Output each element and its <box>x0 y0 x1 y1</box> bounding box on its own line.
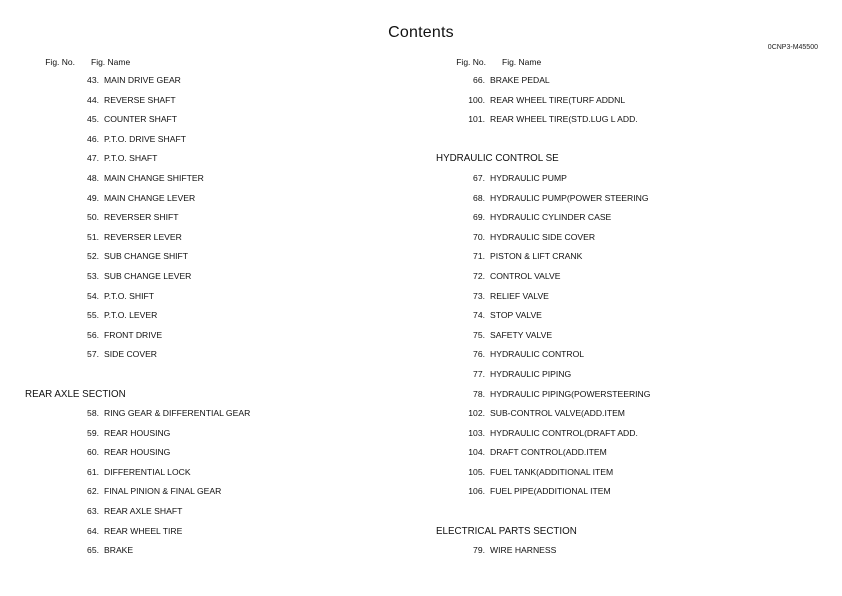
fig-number: 43. <box>87 75 99 85</box>
fig-number: 66. <box>473 75 485 85</box>
fig-number: 61. <box>87 466 99 477</box>
fig-number: 68. <box>473 192 485 203</box>
fig-name: COUNTER SHAFT <box>104 114 178 125</box>
fig-number: 76. <box>473 349 485 360</box>
fig-name: MAIN DRIVE GEAR <box>104 75 181 85</box>
fig-number: 79. <box>473 545 485 556</box>
fig-name: HYDRAULIC PUMP(POWER STEERING <box>490 192 649 203</box>
section-heading: HYDRAULIC CONTROL SE <box>436 153 559 165</box>
fig-number: 50. <box>87 212 99 223</box>
fig-number: 77. <box>473 368 485 379</box>
fig-name: BRAKE PEDAL <box>490 75 550 85</box>
fig-name: HYDRAULIC PIPING(POWERSTEERING <box>490 388 651 399</box>
contents-entry[interactable] <box>0 482 842 502</box>
fig-name: REAR WHEEL TIRE <box>104 525 183 536</box>
fig-name: STOP VALVE <box>490 310 542 321</box>
fig-name: P.T.O. SHAFT <box>104 153 158 164</box>
fig-number: 74. <box>473 310 485 321</box>
contents-entry[interactable] <box>0 385 842 405</box>
fig-number: 63. <box>87 506 99 517</box>
fig-number: 58. <box>87 408 99 419</box>
fig-number: 62. <box>87 486 99 497</box>
fig-number: 52. <box>87 251 99 262</box>
contents-entry[interactable] <box>0 287 842 307</box>
fig-name: RING GEAR & DIFFERENTIAL GEAR <box>104 408 251 419</box>
fig-number: 100. <box>468 94 485 105</box>
fig-number: 70. <box>473 231 485 242</box>
contents-entry[interactable] <box>0 208 842 228</box>
contents-entry[interactable] <box>0 247 842 267</box>
fig-name: REAR WHEEL TIRE(TURF ADDNL <box>490 94 626 105</box>
fig-name-header: Fig. Name <box>502 57 542 67</box>
fig-name: BRAKE <box>104 545 134 556</box>
fig-name: REAR WHEEL TIRE(STD.LUG L ADD. <box>490 114 638 125</box>
fig-number: 59. <box>87 427 99 438</box>
fig-number: 55. <box>87 310 99 321</box>
fig-name: FUEL TANK(ADDITIONAL ITEM <box>490 466 614 477</box>
fig-number: 105. <box>468 466 485 477</box>
fig-name: P.T.O. LEVER <box>104 310 158 321</box>
fig-name: PISTON & LIFT CRANK <box>490 251 583 262</box>
fig-number: 73. <box>473 290 485 301</box>
fig-name: REAR HOUSING <box>104 447 171 458</box>
fig-name: WIRE HARNESS <box>490 545 557 556</box>
fig-name: P.T.O. DRIVE SHAFT <box>104 133 186 144</box>
fig-number: 53. <box>87 270 99 281</box>
fig-number: 67. <box>473 172 485 183</box>
spacer <box>0 130 842 150</box>
contents-entry[interactable] <box>0 326 842 346</box>
fig-name: REVERSER SHIFT <box>104 212 179 223</box>
fig-name: SUB CHANGE LEVER <box>104 270 192 281</box>
fig-name-header: Fig. Name <box>91 57 131 67</box>
fig-number: 54. <box>87 290 99 301</box>
page-title: Contents <box>388 24 454 41</box>
contents-entry[interactable] <box>0 345 842 365</box>
fig-number: 106. <box>468 486 485 497</box>
fig-name: CONTROL VALVE <box>490 270 561 281</box>
fig-number: 75. <box>473 329 485 340</box>
fig-name: REAR AXLE SHAFT <box>104 506 183 517</box>
fig-name: SUB CHANGE SHIFT <box>104 251 189 262</box>
fig-number: 51. <box>87 231 99 242</box>
left-column-header <box>25 57 130 67</box>
fig-name: SAFETY VALVE <box>490 329 553 340</box>
fig-name: MAIN CHANGE SHIFTER <box>104 172 204 183</box>
fig-number: 71. <box>473 251 485 262</box>
right-column-header <box>436 57 541 67</box>
fig-number: 46. <box>87 133 99 144</box>
fig-number: 102. <box>468 408 485 419</box>
contents-entry[interactable] <box>0 189 842 209</box>
fig-no-header: Fig. No. <box>456 57 486 67</box>
section-heading: ELECTRICAL PARTS SECTION <box>436 525 577 537</box>
fig-name: SIDE COVER <box>104 349 158 360</box>
fig-name: P.T.O. SHIFT <box>104 290 154 301</box>
section-heading: REAR AXLE SECTION <box>25 388 126 400</box>
contents-entry[interactable] <box>0 91 842 111</box>
fig-name: HYDRAULIC CONTROL(DRAFT ADD. <box>490 427 638 438</box>
fig-name: REVERSE SHAFT <box>104 94 176 105</box>
fig-name: FUEL PIPE(ADDITIONAL ITEM <box>490 486 611 497</box>
fig-number: 65. <box>87 545 99 556</box>
fig-number: 48. <box>87 172 99 183</box>
fig-number: 78. <box>473 388 485 399</box>
fig-name: HYDRAULIC CONTROL <box>490 349 585 360</box>
fig-number: 104. <box>468 447 485 458</box>
fig-number: 47. <box>87 153 99 164</box>
fig-name: HYDRAULIC PUMP <box>490 172 567 183</box>
spacer <box>0 502 842 522</box>
contents-entry[interactable] <box>0 110 842 130</box>
fig-name: HYDRAULIC CYLINDER CASE <box>490 212 612 223</box>
contents-entry[interactable] <box>0 443 842 463</box>
fig-name: SUB-CONTROL VALVE(ADD.ITEM <box>490 408 625 419</box>
fig-number: 57. <box>87 349 99 360</box>
contents-entry[interactable] <box>0 424 842 444</box>
fig-number: 56. <box>87 329 99 340</box>
fig-name: REAR HOUSING <box>104 427 171 438</box>
contents-entry[interactable] <box>0 404 842 424</box>
fig-number: 72. <box>473 270 485 281</box>
fig-number: 60. <box>87 447 99 458</box>
fig-name: REVERSER LEVER <box>104 231 182 242</box>
fig-name: HYDRAULIC PIPING <box>490 368 572 379</box>
right-contents-column <box>0 71 842 561</box>
fig-number: 103. <box>468 427 485 438</box>
fig-name: DRAFT CONTROL(ADD.ITEM <box>490 447 607 458</box>
fig-number: 101. <box>468 114 485 125</box>
contents-entry[interactable] <box>0 267 842 287</box>
fig-number: 45. <box>87 114 99 125</box>
contents-entry[interactable] <box>0 365 842 385</box>
fig-number: 69. <box>473 212 485 223</box>
contents-entry[interactable] <box>0 169 842 189</box>
contents-entry[interactable] <box>0 541 842 561</box>
fig-name: FINAL PINION & FINAL GEAR <box>104 486 222 497</box>
contents-entry[interactable] <box>0 71 842 91</box>
contents-entry[interactable] <box>0 306 842 326</box>
fig-number: 44. <box>87 94 99 105</box>
contents-entry[interactable] <box>0 463 842 483</box>
fig-name: RELIEF VALVE <box>490 290 549 301</box>
document-id: 0CNP3-M45500 <box>767 44 818 51</box>
fig-number: 49. <box>87 192 99 203</box>
fig-number: 64. <box>87 525 99 536</box>
fig-no-header: Fig. No. <box>45 57 75 67</box>
fig-name: MAIN CHANGE LEVER <box>104 192 196 203</box>
fig-name: DIFFERENTIAL LOCK <box>104 466 191 477</box>
contents-entry[interactable] <box>0 228 842 248</box>
fig-name: FRONT DRIVE <box>104 329 163 340</box>
fig-name: HYDRAULIC SIDE COVER <box>490 231 596 242</box>
